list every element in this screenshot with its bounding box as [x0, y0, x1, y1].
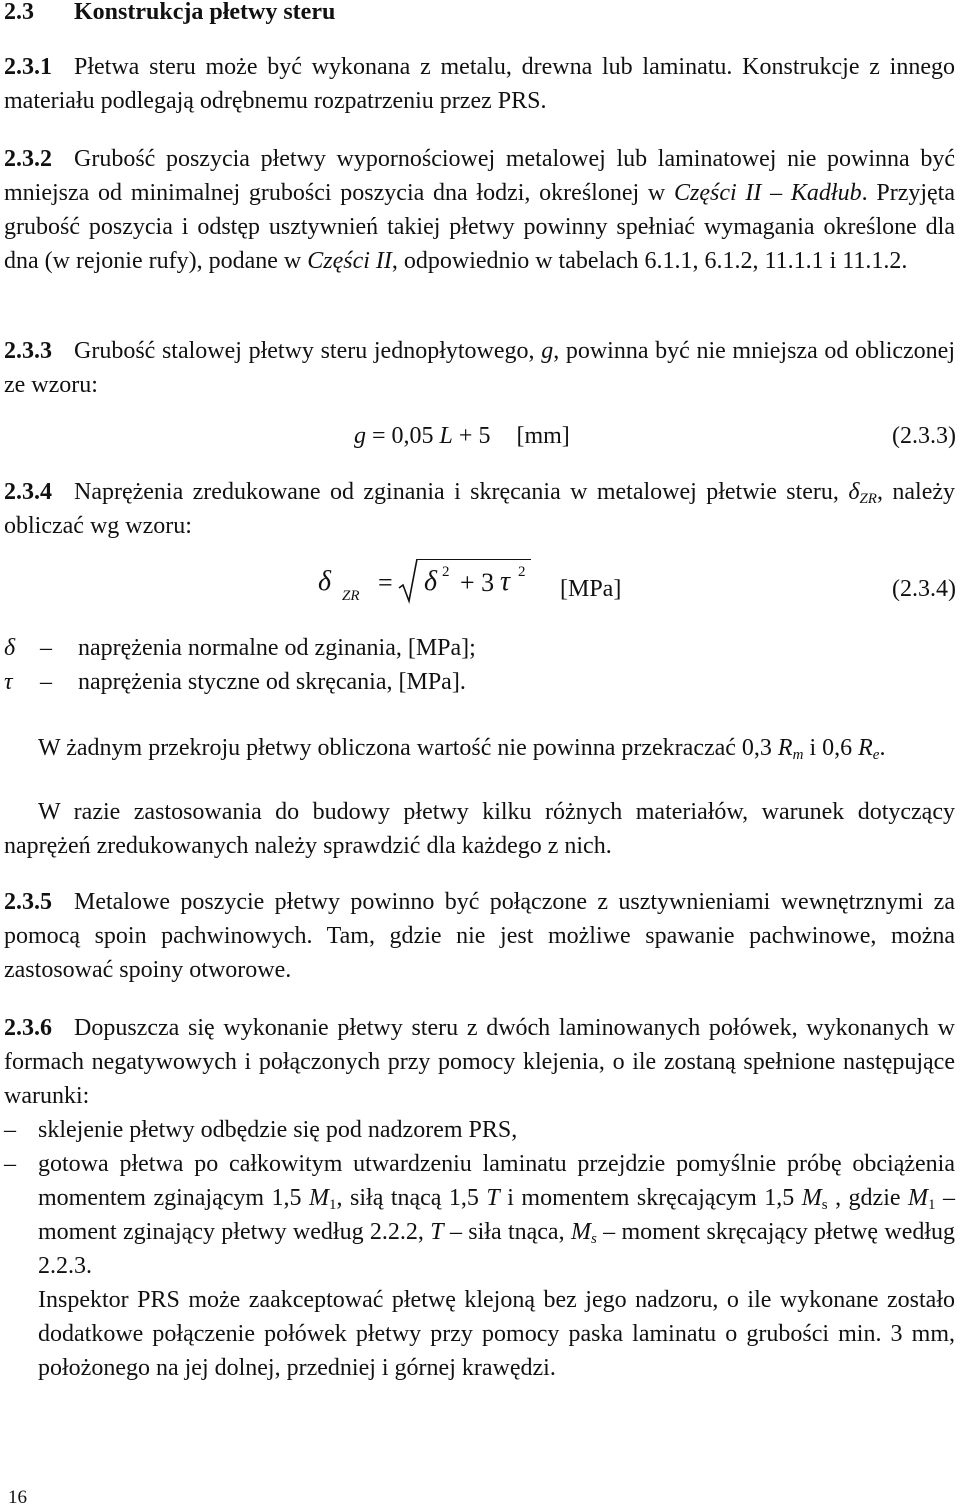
formula-subscript: ZR: [342, 588, 360, 604]
formula-unit: [MPa]: [560, 576, 622, 602]
paragraph-text: Płetwa steru może być wykonana z metalu, drewna lub laminatu. Konstrukcje z innego materiału podlegają odrębnemu rozpatrzeniu przez PRS.: [4, 54, 955, 114]
equation-number: (2.3.4): [892, 576, 956, 602]
note-multiple-materials: W razie zastosowania do budowy płetwy kilku różnych materiałów, warunek dotyczący naprężeń zredukowanych należy sprawdzić dla każdego z nich.: [4, 799, 955, 859]
list-item: – gotowa płetwa po całkowitym utwardzeniu laminatu przejdzie pomyślnie próbę obciążenia momentem zginającym 1,5 $M_1$, siłą tnącą 1,5 T i momentem skręcającym 1,5 $M_s$ , gdzie $M_1$ – moment zginający płetwy według 2.2.2, T – siła tnąca, $M_s$ – moment skręcający płetwę według 2.2.3.: [4, 1147, 955, 1283]
symbol-delta: δ: [848, 479, 860, 505]
paragraph-number: 2.3.1: [4, 54, 52, 80]
paragraph-2-3-3: [4, 334, 955, 402]
paragraph-text: Grubość poszycia płetwy wypornościowej metalowej lub laminatowej nie powinna być mniejsza od minimalnej grubości poszycia dna łodzi, określonej w: [4, 146, 955, 206]
paragraph-text: , odpowiednio w tabelach 6.1.1, 6.1.2, 11.1.1 i 11.1.2.: [391, 248, 908, 274]
definition-symbol: δ: [4, 635, 16, 661]
paragraph-number: 2.3.5: [4, 889, 52, 915]
formula-unit: [mm]: [516, 423, 570, 449]
formula-delta-inner: δ: [424, 566, 438, 597]
formula-exponent-2: 2: [518, 564, 526, 580]
paragraph-2-3-1: [4, 50, 955, 118]
paragraph-number: 2.3.6: [4, 1015, 52, 1041]
square-root-icon: [398, 558, 418, 604]
paragraph-number: 2.3.3: [4, 338, 52, 364]
paragraph-number: 2.3.4: [4, 479, 52, 505]
bullet-dash: –: [4, 1117, 16, 1143]
subscript-zr: ZR: [859, 491, 877, 507]
paragraph-text: Grubość stalowej płetwy steru jednopłytowego,: [74, 338, 542, 364]
note-stress-limit: W żadnym przekroju płetwy obliczona wartość nie powinna przekraczać 0,3 $R_m$ i 0,6 $R_e$.: [38, 735, 886, 763]
formula-plus-three: + 3: [460, 568, 495, 597]
paragraph-2-3-5: [4, 885, 955, 987]
formula-exponent: 2: [442, 564, 450, 580]
paragraph-text: , powinna być nie mniejsza od obliczonej ze wzoru:: [4, 338, 955, 398]
definition-text: naprężenia normalne od zginania, [MPa];: [78, 635, 476, 661]
page-number: 16: [8, 1487, 27, 1508]
conditions-list: [4, 1113, 955, 1385]
paragraph-text: . Przyjęta grubość poszycia i odstęp usztywnień takiej płetwy powinny spełniać wymagania określone dla dna (w rejonie rufy), podane w: [4, 180, 955, 274]
bullet-dash: –: [4, 1151, 16, 1177]
paragraph-text: Dopuszcza się wykonanie płetwy steru z dwóch laminowanych połówek, wykonanych w formach negatywowych i połączonych przy pomocy klejenia, o ile zostaną spełnione następujące warunki:: [4, 1015, 955, 1109]
paragraph-number: 2.3.2: [4, 146, 52, 172]
reference-part-ii: Części II: [307, 248, 392, 274]
formula-2-3-3: [354, 419, 956, 453]
section-title: Konstrukcja płetwy steru: [74, 0, 336, 25]
square-root-bar: [417, 559, 531, 560]
paragraph-text: Naprężenia zredukowane od zginania i skręcania w metalowej płetwie steru,: [74, 479, 849, 505]
paragraph-2-3-4: [4, 475, 955, 543]
paragraph-2-3-2: [4, 142, 955, 278]
formula-body: g = 0,05 L + 5 [mm]: [354, 423, 570, 449]
formula-equals: =: [378, 568, 393, 597]
closing-paragraph: Inspektor PRS może zaakceptować płetwę klejoną bez jego nadzoru, o ile wykonane zostało dodatkowe połączenie połówek płetwy przy pomocy paska laminatu o grubości min. 3 mm, położonego na jej dolnej, przedniej i górnej krawędzi.: [38, 1287, 955, 1381]
paragraph-2-3-6: [4, 1011, 955, 1113]
paragraph-text: , należy obliczać wg wzoru:: [4, 479, 956, 539]
definition-text: naprężenia styczne od skręcania, [MPa].: [78, 669, 466, 695]
list-item: – sklejenie płetwy odbędzie się pod nadzorem PRS,: [4, 1113, 955, 1147]
variable-g: g: [541, 338, 554, 364]
definition-tau: τ – naprężenia styczne od skręcania, [MPa].: [4, 665, 466, 699]
section-heading: [4, 0, 335, 28]
formula-delta: δ: [318, 566, 332, 597]
section-number: 2.3: [4, 0, 34, 25]
definition-delta: δ – naprężenia normalne od zginania, [MPa];: [4, 631, 476, 665]
formula-tau: τ: [500, 566, 511, 597]
reference-part-ii-hull: Części II – Kadłub: [674, 180, 862, 206]
paragraph-text: Metalowe poszycie płetwy powinno być połączone z usztywnieniami wewnętrznymi za pomocą spoin pachwinowych. Tam, gdzie nie jest możliwe spawanie pachwinowe, można zastosować spoiny otworowe.: [4, 889, 955, 983]
definition-symbol: τ: [4, 669, 13, 695]
equation-number: (2.3.3): [892, 423, 956, 449]
